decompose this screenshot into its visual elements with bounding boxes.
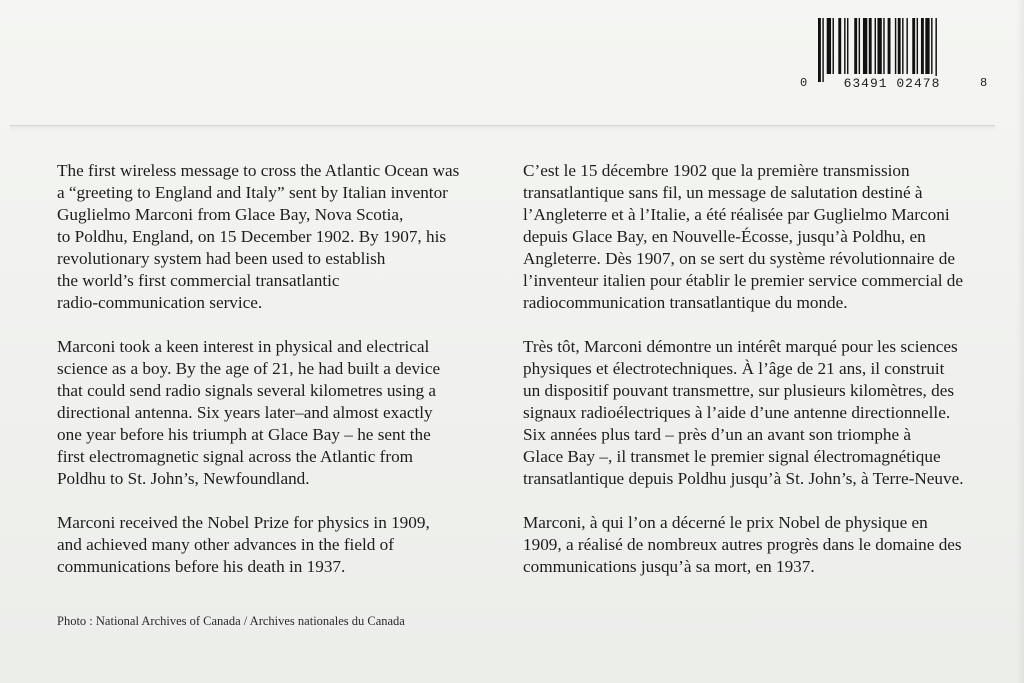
barcode-bar <box>838 18 841 74</box>
barcode <box>800 18 990 93</box>
english-paragraph-1: The first wireless message to cross the Atlantic Ocean was a “greeting to England and Italy” sent by Italian inventor Guglielmo Marconi from Glace Bay, Nova Scotia, to Poldhu, England, on 15 December 1902. By 1907, his revolutionary system had been used to establish the world’s first commercial transatlantic radio-communication service. <box>57 161 460 312</box>
barcode-bar <box>925 18 929 74</box>
barcode-bar <box>921 18 924 74</box>
barcode-bar <box>854 18 857 74</box>
barcode-bar <box>931 18 932 74</box>
barcode-bar <box>844 18 845 74</box>
barcode-bar <box>818 18 821 82</box>
barcode-bar <box>883 18 884 74</box>
barcode-bar <box>935 18 936 82</box>
barcode-bar <box>827 18 831 74</box>
barcode-bar <box>869 18 872 74</box>
envelope-flap-shadow <box>10 126 995 132</box>
barcode-bar <box>898 18 901 74</box>
barcode-bar <box>859 18 860 74</box>
barcode-bar <box>902 18 903 74</box>
barcode-bar <box>917 18 918 74</box>
envelope-edge-shadow <box>1016 0 1024 683</box>
barcode-right-digit: 8 <box>980 76 988 90</box>
english-paragraph-3: Marconi received the Nobel Prize for physics in 1909, and achieved many other advances in the field of communications before his death in 1937. <box>57 513 430 576</box>
barcode-bar <box>912 18 915 74</box>
barcode-bar <box>863 18 867 74</box>
barcode-bar <box>847 18 848 74</box>
english-text-column <box>57 160 497 600</box>
barcode-bars <box>818 18 978 82</box>
barcode-digits: 63491 02478 <box>828 76 956 91</box>
barcode-bar <box>877 18 881 74</box>
photo-credit: Photo : National Archives of Canada / Archives nationales du Canada <box>57 614 405 628</box>
french-paragraph-1: C’est le 15 décembre 1902 que la première transmission transatlantique sans fil, un message de salutation destiné à l’Angleterre et à l’Italie, a été réalisée par Guglielmo Marconi depuis Glace Bay, en Nouvelle-Écosse, jusqu’à Poldhu, en Angleterre. Dès 1907, on se sert du système révolutionnaire de l’inventeur italien pour établir le premier service commercial de radiocommunication transatlantique du monde. <box>523 161 963 312</box>
french-text-column <box>523 160 983 600</box>
barcode-bar <box>888 18 891 74</box>
english-paragraph-2: Marconi took a keen interest in physical and electrical science as a boy. By the age of 21, he had built a device that could send radio signals several kilometres using a directional antenna. Six years later–and almost exactly one year before his triumph at Glace Bay – he sent the first electromagnetic signal across the Atlantic from Poldhu to St. John’s, Newfoundland. <box>57 337 441 488</box>
french-paragraph-2: Très tôt, Marconi démontre un intérêt marqué pour les sciences physiques et électrotechniques. À l’âge de 21 ans, il construit un dispositif pouvant transmettre, sur plusieurs kilomètres, des signaux radioélectriques à l’aide d’une antenne directionnelle. Six années plus tard – près d’un an avant son triomphe à Glace Bay –, il transmet le premier signal électromagnétique transatlantique depuis Poldhu jusqu’à St. John’s, à Terre-Neuve. <box>523 337 964 488</box>
barcode-bar <box>822 18 823 82</box>
barcode-bar <box>875 18 876 74</box>
french-paragraph-3: Marconi, à qui l’on a décerné le prix Nobel de physique en 1909, a réalisé de nombreux autres progrès dans le domaine des communications jusqu’à sa mort, en 1937. <box>523 513 962 576</box>
barcode-bar <box>906 18 907 74</box>
barcode-left-digit: 0 <box>800 76 808 90</box>
barcode-bar <box>833 18 834 74</box>
barcode-bar <box>895 18 896 74</box>
